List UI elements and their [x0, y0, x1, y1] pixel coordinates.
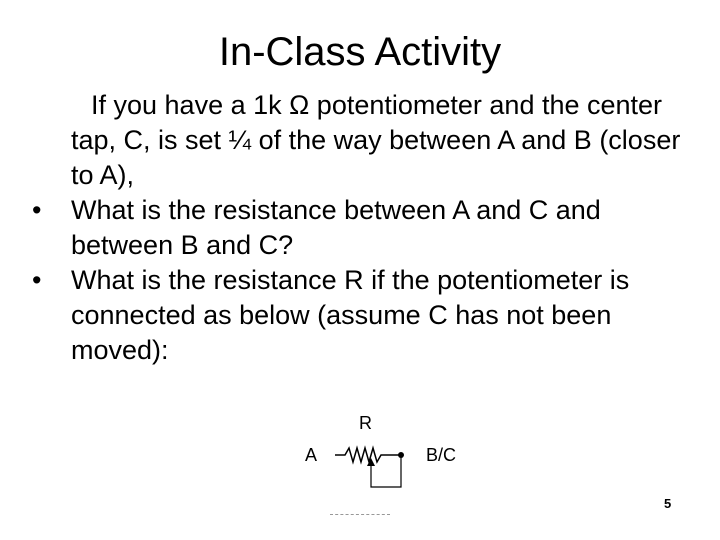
footer-smudge: [330, 506, 390, 515]
label-a: A: [305, 445, 318, 465]
slide-title: In-Class Activity: [218, 30, 502, 74]
intro-paragraph: If you have a 1k Ω potentiometer and the center tap, C, is set ¼ of the way between A and B (closer to A),: [71, 90, 681, 190]
potentiometer-diagram: [295, 405, 475, 495]
page-number: 5: [664, 496, 672, 511]
slide-body: [30, 88, 690, 368]
bullet-text-1: What is the resistance between A and C and between B and C?: [71, 195, 601, 260]
bullet-item-1: [30, 193, 690, 263]
bullet-item-2: [30, 263, 690, 368]
wiper-wire: [371, 455, 401, 487]
bullet-text-2: What is the resistance R if the potentiometer is connected as below (assume C has not been moved):: [71, 265, 630, 365]
resistor-zigzag: [335, 448, 401, 462]
label-bc: B/C: [426, 445, 457, 465]
label-r: R: [359, 413, 372, 433]
bullet-marker: •: [32, 195, 42, 225]
bullet-marker: •: [32, 265, 42, 295]
